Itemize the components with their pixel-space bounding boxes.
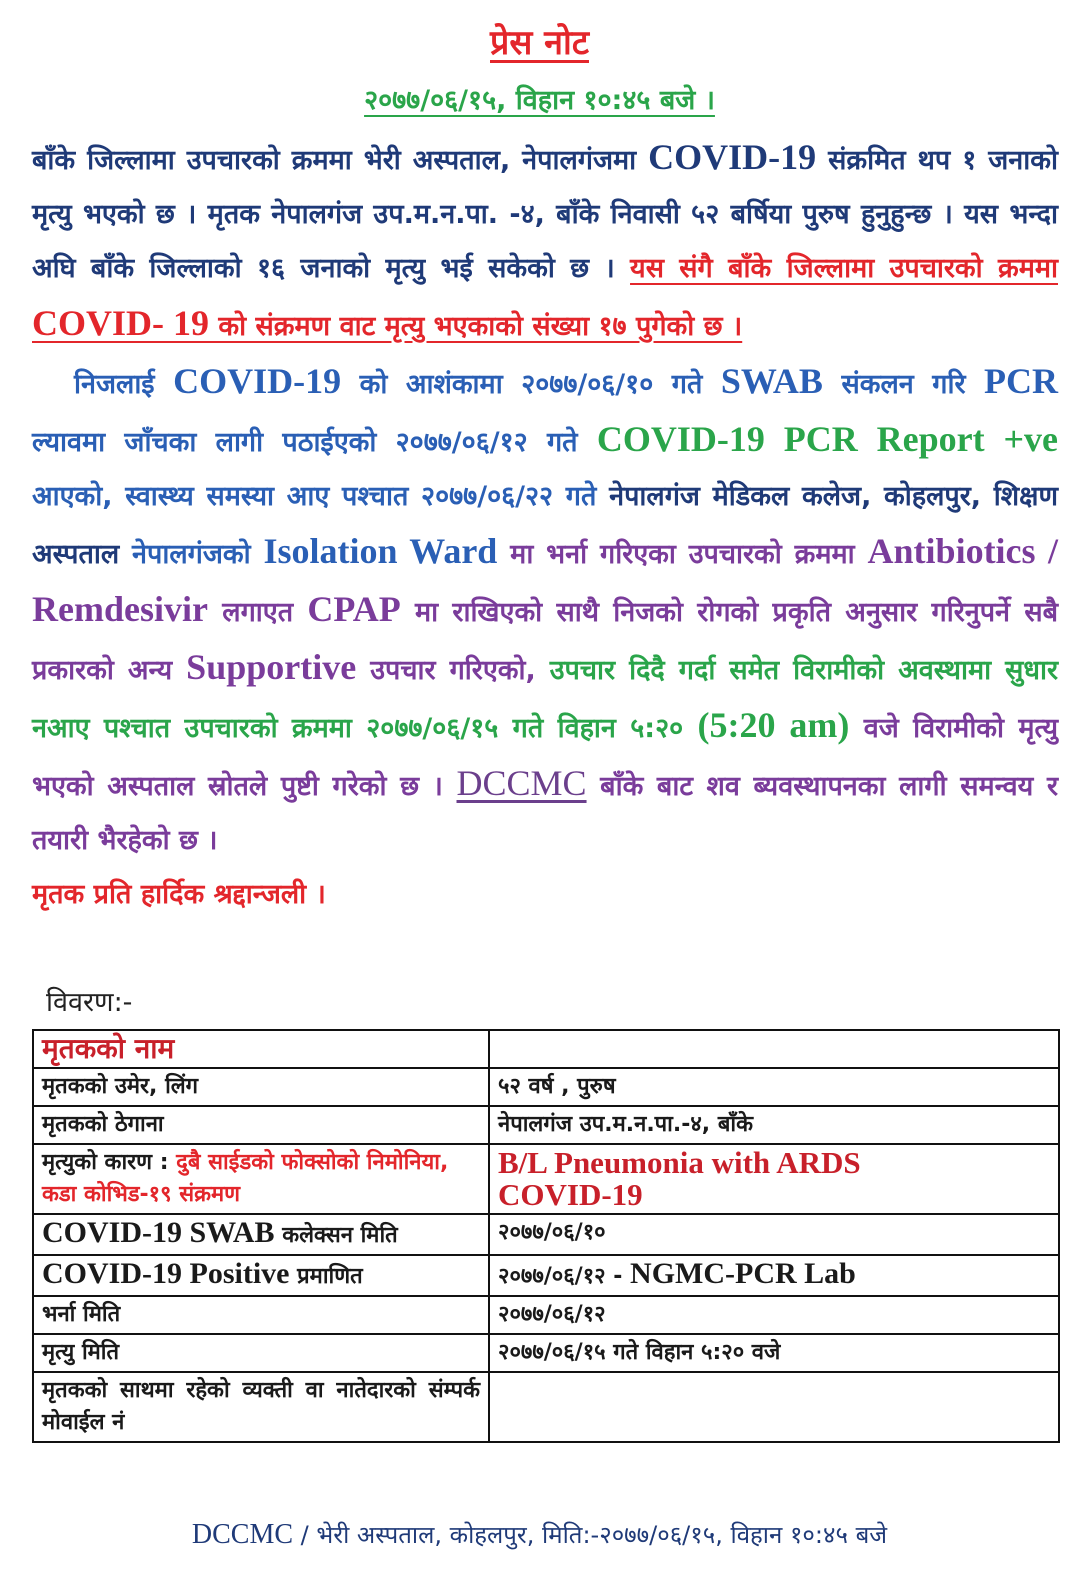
covid-term: COVID-19	[648, 137, 817, 177]
press-note-body	[32, 130, 1058, 922]
press-note-date: २०७७/०६/१५, विहान १०:४५ बजे ।	[364, 85, 715, 116]
footer: DCCMC / भेरी अस्पताल, कोहलपुर, मिति:-२०७७/०६/१५, विहान १०:४५ बजे	[191, 1519, 888, 1550]
table-row: मृत्युको कारण : दुबै साईडको फोक्सोको निमोनिया, कडा कोभिड-१९ संक्रमण B/L Pneumonia with ARDS COVID-19	[33, 1144, 1059, 1214]
press-note-title: प्रेस नोट	[490, 23, 589, 63]
condolence-line: मृतक प्रति हार्दिक श्रद्दान्जली ।	[32, 879, 326, 910]
details-table	[32, 1029, 1060, 1443]
table-row: COVID-19 Positive प्रमाणित २०७७/०६/१२ - NGMC-PCR Lab	[33, 1255, 1059, 1296]
table-row: भर्ना मिति २०७७/०६/१२	[33, 1296, 1059, 1334]
table-row: मृतकको नाम	[33, 1030, 1059, 1068]
table-row: मृतकको उमेर, लिंग ५२ वर्ष , पुरुष	[33, 1068, 1059, 1106]
table-row: मृत्यु मिति २०७७/०६/१५ गते विहान ५:२० वजे	[33, 1334, 1059, 1372]
paragraph-2: निजलाई COVID-19 को आशंकामा २०७७/०६/१० गते SWAB संकलन गरि PCR ल्यावमा जाँचका लागी पठाईएको २०७७/०६/१२ गते COVID-19 PCR Report +ve आएको, स्वास्थ्य समस्या आए पश्चात २०७७/०६/२२ गते नेपालगंज मेडिकल कलेज, कोहलपुर, शिक्षण अस्पताल नेपालगंजको Isolation Ward मा भर्ना गरिएका उपचारको क्रममा Antibiotics / Remdesivir लगाएत CPAP मा राखिएको साथै निजको रोगको प्रकृति अनुसार गरिनुपर्ने सबै प्रकारको अन्य Supportive उपचार गरिएको, उपचार दिदै गर्दा समेत विरामीको अवस्थामा सुधार नआए पश्चात उपचारको क्रममा २०७७/०६/१५ गते विहान ५:२० (5:20 am) वजे विरामीको मृत्यु भएको अस्पताल स्रोतले पुष्टी गरेको छ । DCCMC बाँके बाट शव ब्यवस्थापनका लागी समन्वय र तयारी भैरहेको छ ।	[32, 361, 1059, 856]
details-label: विवरण:-	[46, 987, 133, 1018]
dccmc-link: DCCMC	[456, 763, 587, 803]
death-count-statement: यस संगै बाँके जिल्लामा उपचारको क्रममा COVID- 19 को संक्रमण वाट मृत्यु भएकाको संख्या १७ पुगेको छ ।	[32, 253, 1058, 343]
paragraph-1: बाँके जिल्लामा उपचारको क्रममा भेरी अस्पताल, नेपालगंजमा COVID-19 संक्रमित थप १ जनाको मृत्यु भएको छ । मृतक नेपालगंज उप.म.न.पा. -४, बाँके निवासी ५२ बर्षिया पुरुष हुनुहुन्छ । यस भन्दा अघि बाँके जिल्लाको १६ जनाको मृत्यु भई सकेको छ । यस संगै बाँके जिल्लामा उपचारको क्रममा COVID- 19 को संक्रमण वाट मृत्यु भएकाको संख्या १७ पुगेको छ ।	[32, 137, 1058, 343]
table-row: मृतकको साथमा रहेको व्यक्ती वा नातेदारको संम्पर्क मोवाईल नं	[33, 1372, 1059, 1442]
table-row: मृतकको ठेगाना नेपालगंज उप.म.न.पा.-४, बाँके	[33, 1106, 1059, 1144]
table-row: COVID-19 SWAB कलेक्सन मिति २०७७/०६/१०	[33, 1214, 1059, 1255]
